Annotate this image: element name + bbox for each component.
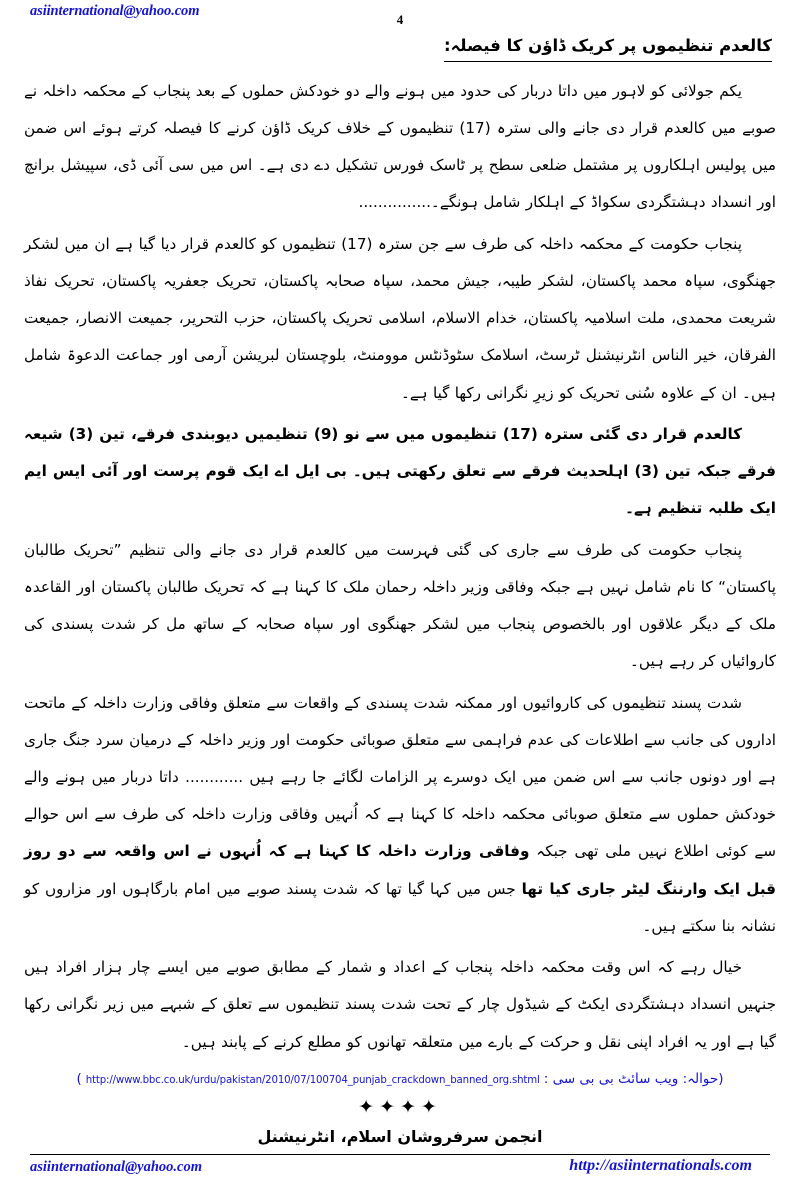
header-email-address: asiinternational@yahoo.com bbox=[30, 3, 200, 19]
paragraph-4-ttp-note: پنجاب حکومت کی طرف سے جاری کی گئی فہرست میں کالعدم قرار دی جانے والی تنظیم ”تحریک طالبان پاکستان“ کا نام شامل نہیں ہے جبکہ وفاقی وزیر داخلہ رحمان ملک کا کہنا ہے کہ تحریک طالبان پاکستان اور القاعدہ ملک کے دیگر علاقوں اور بالخصوص پنجاب میں لشکر جھنگوی اور سپاہ صحابہ کے ساتھ مل کر شدت پسندی کی کاروائیاں کر رہے ہیں۔ bbox=[24, 540, 776, 671]
paragraph-6-schedule-four: خیال رہے کہ اس وقت محکمہ داخلہ پنجاب کے اعداد و شمار کے مطابق صوبے میں ایسے چار ہزار افراد ہیں جنہیں انسداد دہشتگردی ایکٹ کے شیڈول چار کے تحت شدت پسند تنظیموں سے تعلق کے شبہے میں زیر نگرانی رکھا گیا ہے اور یہ افراد اپنی نقل و حرکت کے بارے میں متعلقہ تھانوں کو مطلع کرنے کے پابند ہیں۔ bbox=[24, 958, 776, 1051]
source-reference bbox=[24, 1069, 776, 1091]
paragraph-1: یکم جولائی کو لاہور میں داتا دربار کی حدود میں ہونے والے دو خودکش حملوں کے بعد پنجاب کے محکمہ داخلہ نے صوبے میں کالعدم قرار دی جانے والی سترہ (17) تنظیموں کے خلاف کریک ڈاؤن کرنے کا فیصلہ کرتے ہوئے اس ضمن میں پولیس اہلکاروں پر مشتمل ضلعی سطح پر ٹاسک فورس تشکیل دے دی ہے۔ اس میں سی آئی ڈی، سپیشل برانچ اور انسداد دہشتگردی سکواڈ کے اہلکار شامل ہونگے۔............... bbox=[24, 81, 776, 212]
paragraph-2: پنجاب حکومت کے محکمہ داخلہ کی طرف سے جن سترہ (17) تنظیموں کو کالعدم قرار دیا گیا ہے ان میں لشکر جھنگوی، سپاہ محمد پاکستان، لشکر طیبہ، جیش محمد، سپاہ صحابہ پاکستان، تحریک جعفریہ پاکستان، تحریک نفاذ شریعت محمدی، ملت اسلامیہ پاکستان، خدام الاسلام، اسلامی تحریک پاکستان، حزب التحریر، جمیعت الانصار، جمیعت الفرقان، خیر الناس انٹرنیشنل ٹرسٹ، اسلامک سٹوڈنٹس موومنٹ، بلوچستان لبریشن آرمی اور جماعت الدعوۃ شامل ہیں۔ ان کے علاوہ سُنی تحریک کو زیرِ نگرانی رکھا گیا ہے۔ bbox=[24, 234, 776, 402]
reference-url[interactable]: http://www.bbc.co.uk/urdu/pakistan/2010/07/100704_punjab_crackdown_banned_org.shtml bbox=[85, 1074, 540, 1086]
page-title bbox=[24, 34, 776, 63]
page-header bbox=[0, 0, 800, 34]
star-ornament-icon: ✦ bbox=[358, 1096, 380, 1119]
document-body bbox=[24, 34, 776, 1146]
star-ornament-icon: ✦ bbox=[379, 1096, 400, 1119]
ornament-divider bbox=[24, 1098, 776, 1117]
star-ornament-icon: ✦ bbox=[420, 1096, 442, 1119]
reference-close-paren: ) bbox=[76, 1070, 82, 1087]
page-footer bbox=[0, 1146, 800, 1200]
footer-email-address: asiinternational@yahoo.com bbox=[30, 1159, 202, 1175]
reference-label: (حوالہ: ویب سائٹ بی بی سی : bbox=[543, 1070, 724, 1087]
star-ornament-icon: ✦ bbox=[400, 1096, 421, 1119]
page-title-text: کالعدم تنظیموں پر کریک ڈاؤن کا فیصلہ: bbox=[444, 34, 772, 62]
organization-signature: انجمن سرفروشان اسلام، انٹرنیشنل bbox=[257, 1127, 543, 1147]
footer-website-url[interactable]: http://asiinternationals.com bbox=[569, 1157, 752, 1174]
page-number: 4 bbox=[396, 12, 404, 27]
footer-divider-rule bbox=[30, 1154, 770, 1155]
paragraph-3-sect-breakdown: کالعدم قرار دی گئی سترہ (17) تنظیموں میں سے نو (9) تنظیمیں دیوبندی فرقے، تین (3) شیعہ فرقے جبکہ تین (3) اہلحدیث فرقے سے تعلق رکھتی ہیں۔ بی ایل اے ایک قوم پرست اور آئی ایس ایم ایک طلبہ تنظیم ہے۔ bbox=[24, 424, 776, 518]
paragraph-5-ministry-dispute: شدت پسند تنظیموں کی کاروائیوں اور ممکنہ شدت پسندی کے واقعات سے متعلق وفاقی وزارت داخلہ کے ماتحت اداروں کی جانب سے اطلاعات کی عدم فراہمی سے متعلق صوبائی حکومت اور وزیر داخلہ کے درمیان سرد جنگ جاری ہے اور دونوں جانب سے اس ضمن میں ایک دوسرے پر الزامات لگائے جا رہے ہیں ............ داتا دربار میں ہونے والے خودکش حملوں سے متعلق صوبائی محکمہ داخلہ کا کہنا ہے کہ اُنہیں وفاقی وزارت داخلہ کی طرف سے اس حوالے سے کوئی اطلاع نہیں ملی تھی جبکہ وفاقی وزارت داخلہ کا کہنا ہے کہ اُنہوں نے اس واقعہ سے دو روز قبل ایک وارننگ لیٹر جاری کیا تھا جس میں کہا گیا تھا کہ شدت پسند صوبے میں امام بارگاہوں اور مزاروں کو نشانہ بنا سکتے ہیں۔ bbox=[24, 693, 776, 935]
